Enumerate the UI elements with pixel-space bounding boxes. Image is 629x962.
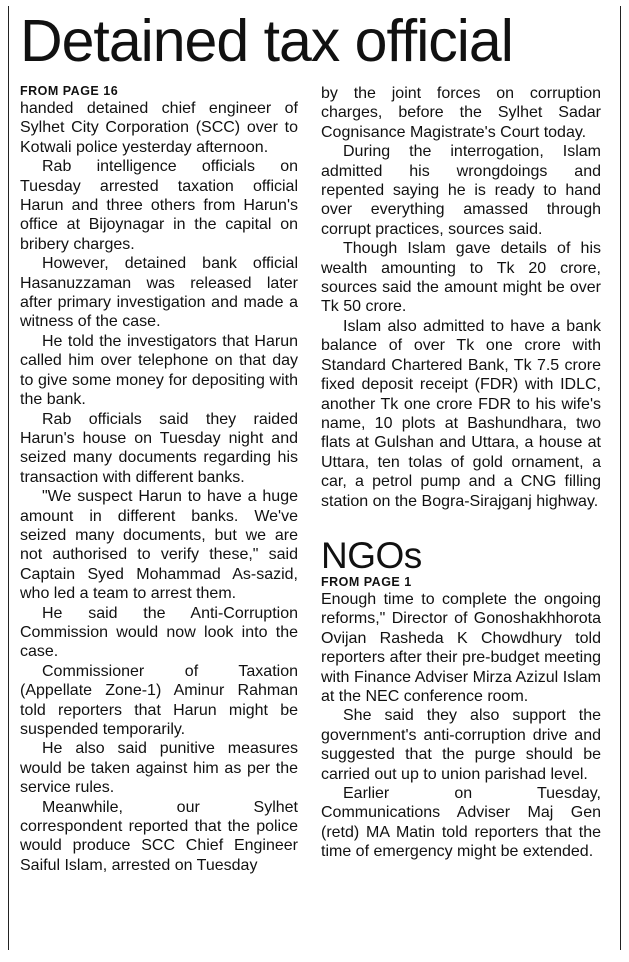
article-paragraph: Though Islam gave details of his wealth amounting to Tk 20 crore, sources said the amount might be over Tk 50 crore. bbox=[321, 240, 601, 316]
article-paragraph: handed detained chief engineer of Sylhet City Corporation (SCC) over to Kotwali police yesterday afternoon. bbox=[20, 100, 298, 156]
article-paragraph: Enough time to complete the ongoing reforms," Director of Gonoshakhhorota Ovijan Rasheda K Chowdhury told reporters after their pre-budget meeting with Finance Adviser Mirza Azizul Islam at the NEC conference room. bbox=[321, 590, 601, 705]
article-paragraph: "We suspect Harun to have a huge amount in different banks. We've seized many documents, but we are not authorised to verify these," said Captain Syed Mohammad As-sazid, who led a team to arrest them. bbox=[20, 488, 298, 603]
article-paragraph: She said they also support the government's anti-corruption drive and suggested that the purge should be carried out up to union parishad level. bbox=[321, 707, 601, 783]
article-paragraph: Commissioner of Taxation (Appellate Zone-1) Aminur Rahman told reporters that Harun might be suspended temporarily. bbox=[20, 662, 298, 738]
left-column-rule bbox=[8, 6, 9, 950]
article-paragraph: Rab intelligence officials on Tuesday arrested taxation official Harun and three others from Harun's office at Bijoynagar in the capital on bribery charges. bbox=[20, 158, 298, 253]
main-headline: Detained tax official bbox=[20, 8, 513, 74]
ngo-headline: NGOs bbox=[321, 534, 422, 576]
article-paragraph: Islam also admitted to have a bank balance of over Tk one crore with Standard Chartered Bank, Tk 7.5 crore fixed deposit receipt (FDR) with IDLC, another Tk one crore FDR to his wife's name, 10 plots at Bashundhara, two flats at Gulshan and Uttara, a house at Uttara, ten tolas of gold ornament, a car, a petrol pump and a CNG filling station on the Bogra-Sirajganj highway. bbox=[321, 317, 601, 510]
article-paragraph: Earlier on Tuesday, Communications Adviser Maj Gen (retd) MA Matin told reporters that the time of emergency might be extended. bbox=[321, 785, 601, 861]
article-paragraph: During the interrogation, Islam admitted his wrongdoings and repented saying he is ready to hand over everything amassed through corrupt practices, sources said. bbox=[321, 143, 601, 238]
article-paragraph: Meanwhile, our Sylhet correspondent reported that the police would produce SCC Chief Engineer Saiful Islam, arrested on Tuesday bbox=[20, 798, 298, 874]
article-paragraph: He said the Anti-Corruption Commission would now look into the case. bbox=[20, 604, 298, 661]
right-column-rule bbox=[620, 6, 621, 950]
right-column bbox=[321, 84, 601, 862]
left-column bbox=[20, 84, 298, 875]
main-dateline: FROM PAGE 16 bbox=[20, 84, 119, 98]
article-paragraph: He told the investigators that Harun called him over telephone on that day to give some money for depositing with the bank. bbox=[20, 332, 298, 409]
ngo-dateline: FROM PAGE 1 bbox=[321, 574, 412, 589]
article-paragraph: Rab officials said they raided Harun's house on Tuesday night and seized many documents regarding his transaction with different banks. bbox=[20, 410, 298, 486]
article-paragraph: He also said punitive measures would be taken against him as per the service rules. bbox=[20, 740, 298, 797]
article-paragraph: by the joint forces on corruption charges, before the Sylhet Sadar Cognisance Magistrate's Court today. bbox=[321, 85, 601, 141]
article-paragraph: However, detained bank official Hasanuzzaman was released later after primary investigation and made a witness of the case. bbox=[20, 255, 298, 331]
